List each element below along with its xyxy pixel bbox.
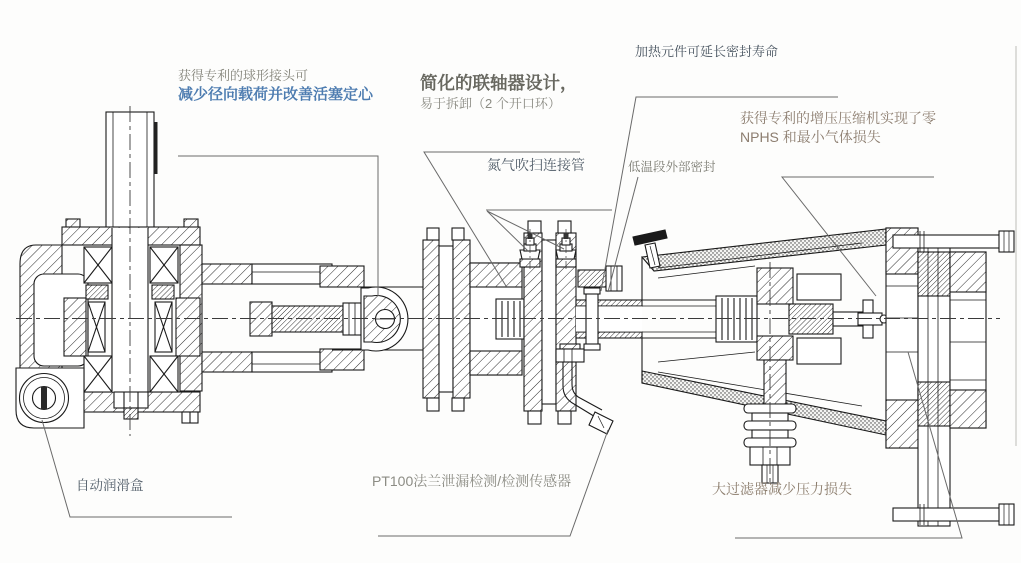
label-lubricator: 自动润滑盒 [76, 478, 144, 493]
label-ball-joint-line1: 获得专利的球形接头可 [178, 68, 309, 83]
label-booster-line2: NPHS 和最小气体损失 [740, 129, 881, 145]
label-pt100: PT100法兰泄漏检测/检测传感器 [372, 473, 572, 489]
label-ball-joint-line2: 减少径向载荷并改善活塞定心 [178, 86, 374, 104]
label-heater: 加热元件可延长密封寿命 [635, 44, 779, 59]
booster-assembly [716, 268, 888, 404]
leader-cold-seal [608, 177, 638, 292]
filter-flange-assembly [886, 228, 1014, 526]
auto-lubricator-box [16, 368, 84, 428]
label-coupling-line2: 易于拆卸（2 个开口环） [420, 95, 561, 111]
label-nitrogen-purge: 氮气吹扫连接管 [487, 157, 585, 173]
label-booster-line1: 获得专利的增压压缩机实现了零 [740, 110, 936, 126]
cold-transfer-tube [576, 288, 642, 350]
label-booster [740, 109, 936, 147]
spherical-joint [361, 287, 408, 351]
label-ball-joint [178, 68, 373, 105]
label-coupling [420, 73, 578, 112]
piston-rod [250, 302, 361, 336]
drive-column [106, 112, 158, 228]
label-cold-seal: 低温段外部密封 [628, 160, 716, 174]
split-ring-coupling [496, 299, 524, 339]
label-filter: 大过滤器减少压力损失 [712, 481, 852, 497]
label-coupling-line1: 简化的联轴器设计， [420, 73, 578, 93]
cylinder-flange-1 [423, 228, 470, 411]
leader-lubricator [42, 420, 232, 517]
